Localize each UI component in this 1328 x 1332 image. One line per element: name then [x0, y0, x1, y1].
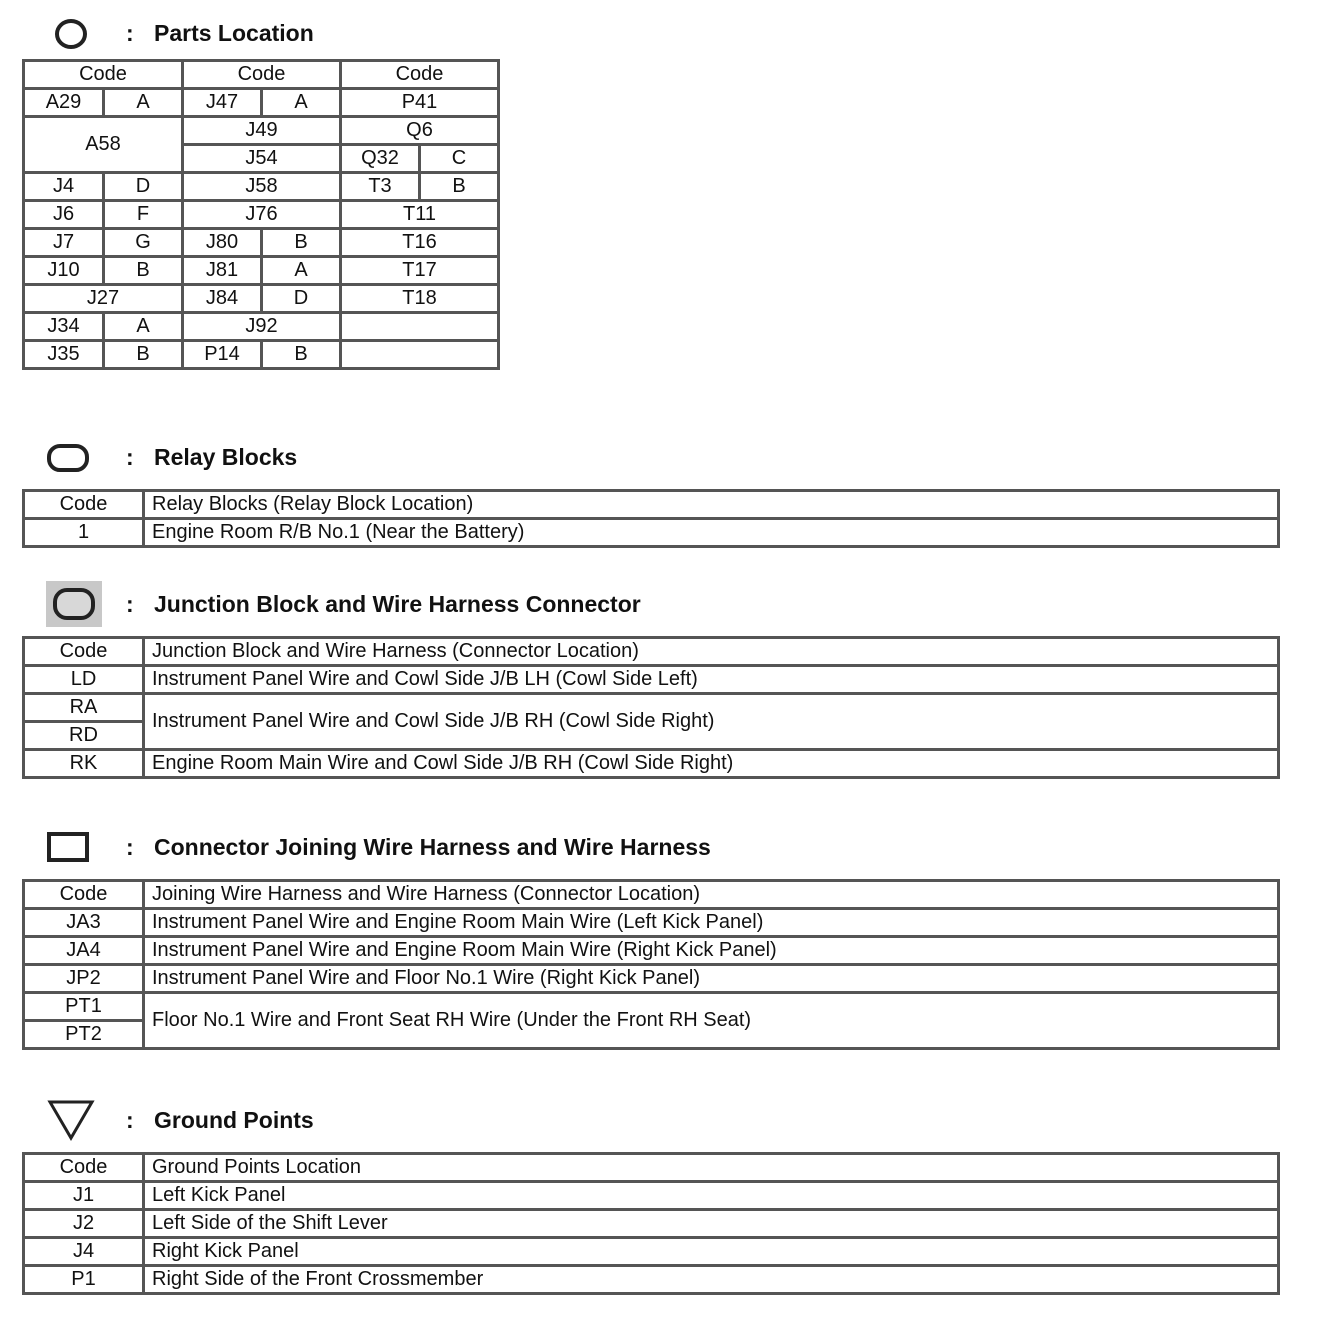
relay-colon: : [126, 444, 134, 470]
part-code: T3 [341, 173, 420, 201]
part-code: P14 [183, 341, 262, 369]
part-code: J27 [24, 285, 183, 313]
part-code: Q6 [341, 117, 499, 145]
junction-location: Instrument Panel Wire and Cowl Side J/B LH (Cowl Side Left) [144, 666, 1279, 694]
ground-code: J1 [24, 1182, 144, 1210]
part-code: P41 [341, 89, 499, 117]
connector-joining-title: Connector Joining Wire Harness and Wire Harness [154, 834, 711, 860]
square-symbol-icon [46, 831, 90, 863]
part-location: G [104, 229, 183, 257]
part-location: D [104, 173, 183, 201]
circle-symbol-icon [53, 18, 89, 50]
ground-location: Right Kick Panel [144, 1238, 1279, 1266]
relay-blocks-table [22, 489, 1280, 548]
junction-block-title: Junction Block and Wire Harness Connector [154, 591, 641, 617]
part-code: T11 [341, 201, 499, 229]
part-location: B [104, 257, 183, 285]
connector-location: Instrument Panel Wire and Engine Room Main Wire (Right Kick Panel) [144, 937, 1279, 965]
connector-code: JA4 [24, 937, 144, 965]
connector-joining-table [22, 879, 1280, 1050]
part-code: T18 [341, 285, 499, 313]
code-header: Code [24, 638, 144, 666]
connector-code: PT2 [24, 1021, 144, 1049]
part-location: B [420, 173, 499, 201]
junction-code: RD [24, 722, 144, 750]
ground-location: Left Kick Panel [144, 1182, 1279, 1210]
connector-code: JP2 [24, 965, 144, 993]
part-code: J34 [24, 313, 104, 341]
junction-code: LD [24, 666, 144, 694]
code-header: Code [24, 491, 144, 519]
part-code: J10 [24, 257, 104, 285]
code-header: Code [341, 61, 499, 89]
location-header: Ground Points Location [144, 1154, 1279, 1182]
part-location: D [262, 285, 341, 313]
ground-code: J4 [24, 1238, 144, 1266]
triangle-symbol-icon [46, 1098, 96, 1142]
part-location: A [262, 89, 341, 117]
connector-code: JA3 [24, 909, 144, 937]
connector-code: PT1 [24, 993, 144, 1021]
junction-location: Engine Room Main Wire and Cowl Side J/B RH (Cowl Side Right) [144, 750, 1279, 778]
part-code: J81 [183, 257, 262, 285]
junction-colon: : [126, 591, 134, 617]
part-code: J7 [24, 229, 104, 257]
location-header: Relay Blocks (Relay Block Location) [144, 491, 1279, 519]
ground-points-title: Ground Points [154, 1107, 314, 1133]
part-code: A29 [24, 89, 104, 117]
ground-code: P1 [24, 1266, 144, 1294]
part-code: J6 [24, 201, 104, 229]
shaded-rounded-rect-symbol-icon [46, 581, 102, 627]
relay-location: Engine Room R/B No.1 (Near the Battery) [144, 519, 1279, 547]
part-code: J80 [183, 229, 262, 257]
part-location: A [262, 257, 341, 285]
part-code: T17 [341, 257, 499, 285]
part-code: Q32 [341, 145, 420, 173]
part-code: T16 [341, 229, 499, 257]
relay-code: 1 [24, 519, 144, 547]
part-code: J76 [183, 201, 341, 229]
part-code: J35 [24, 341, 104, 369]
location-header: Junction Block and Wire Harness (Connector Location) [144, 638, 1279, 666]
part-code: A58 [24, 117, 183, 173]
part-code: J58 [183, 173, 341, 201]
part-location: A [104, 313, 183, 341]
relay-blocks-title: Relay Blocks [154, 444, 298, 470]
parts-location-table [22, 59, 500, 370]
empty-cell [341, 341, 499, 369]
part-location: C [420, 145, 499, 173]
junction-code: RA [24, 694, 144, 722]
location-header: Joining Wire Harness and Wire Harness (Connector Location) [144, 881, 1279, 909]
code-header: Code [24, 881, 144, 909]
connector-colon: : [126, 834, 134, 860]
ground-colon: : [126, 1107, 134, 1133]
connector-location: Instrument Panel Wire and Engine Room Main Wire (Left Kick Panel) [144, 909, 1279, 937]
ground-location: Left Side of the Shift Lever [144, 1210, 1279, 1238]
connector-location: Instrument Panel Wire and Floor No.1 Wire (Right Kick Panel) [144, 965, 1279, 993]
ground-points-table [22, 1152, 1280, 1295]
part-location: B [262, 229, 341, 257]
part-code: J4 [24, 173, 104, 201]
junction-location: Instrument Panel Wire and Cowl Side J/B RH (Cowl Side Right) [144, 694, 1279, 750]
code-header: Code [24, 1154, 144, 1182]
part-code: J47 [183, 89, 262, 117]
ground-code: J2 [24, 1210, 144, 1238]
code-header: Code [183, 61, 341, 89]
parts-location-title: Parts Location [154, 20, 314, 46]
part-code: J92 [183, 313, 341, 341]
code-header: Code [24, 61, 183, 89]
connector-location: Floor No.1 Wire and Front Seat RH Wire (Under the Front RH Seat) [144, 993, 1279, 1049]
part-location: A [104, 89, 183, 117]
junction-block-table [22, 636, 1280, 779]
junction-code: RK [24, 750, 144, 778]
part-location: B [262, 341, 341, 369]
empty-cell [341, 313, 499, 341]
part-code: J84 [183, 285, 262, 313]
ground-location: Right Side of the Front Crossmember [144, 1266, 1279, 1294]
part-code: J49 [183, 117, 341, 145]
part-location: B [104, 341, 183, 369]
rounded-rect-symbol-icon [46, 443, 90, 473]
parts-colon: : [126, 20, 134, 46]
part-location: F [104, 201, 183, 229]
part-code: J54 [183, 145, 341, 173]
